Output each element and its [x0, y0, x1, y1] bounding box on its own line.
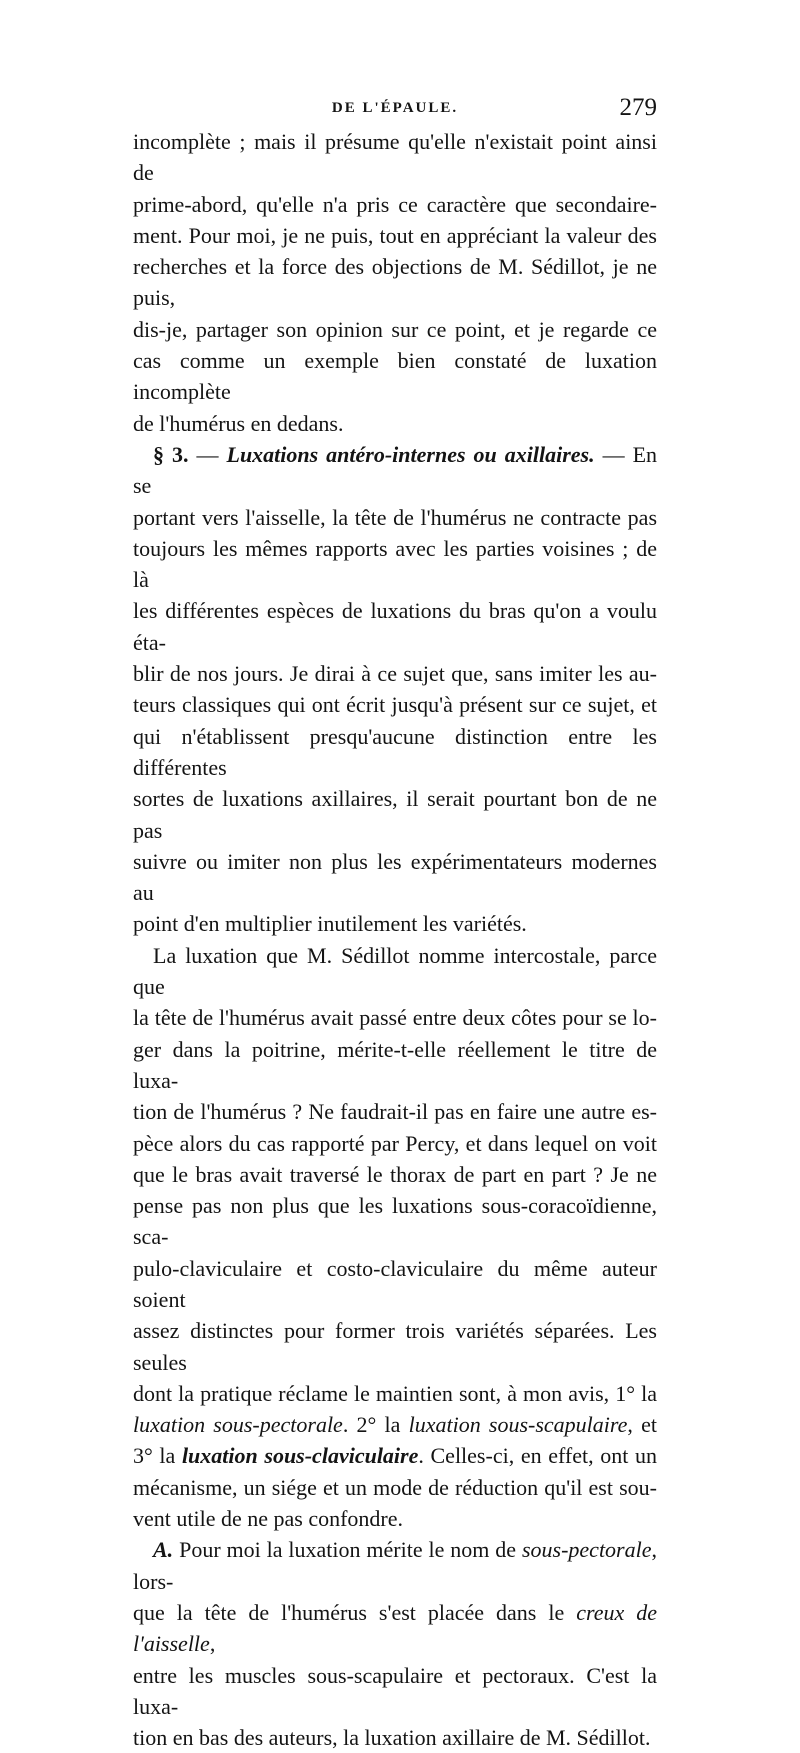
text-line: teurs classiques qui ont écrit jusqu'à présent sur ce sujet, et [133, 692, 657, 718]
text-line: les différentes espèces de luxations du bras qu'on a voulu éta- [133, 598, 657, 655]
text-line: ment. Pour moi, je ne puis, tout en appréciant la valeur des [133, 222, 657, 248]
section-number: § 3. [153, 441, 189, 467]
text-line: recherches et la force des objections de M. Sédillot, je ne puis, [133, 254, 657, 311]
text-line: dis-je, partager son opinion sur ce point, et je regarde ce [133, 316, 657, 342]
italic-term: creux de l'aisselle [133, 1599, 657, 1657]
section-heading-line [133, 439, 657, 502]
italic-term: luxation sous-scapulaire [408, 1412, 628, 1438]
page-number: 279 [619, 94, 657, 121]
text-line: la tête de l'humérus avait passé entre deux côtes pour se lo- [133, 1005, 657, 1031]
text-line: blir de nos jours. Je dirai à ce sujet que, sans imiter les au- [133, 661, 657, 687]
text-line: suivre ou imiter non plus les expérimentateurs modernes au [133, 848, 657, 906]
text-line: de l'humérus en dedans. [133, 410, 344, 436]
text-line: mécanisme, un siége et un mode de réduction qu'il est sou- [133, 1474, 657, 1500]
body-text [133, 126, 657, 1753]
text-fragment: , et [627, 1412, 657, 1438]
text-line: pèce alors du cas rapporté par Percy, et dans lequel on voit [133, 1130, 657, 1156]
text-line: prime-abord, qu'elle n'a pris ce caractère que secondaire- [133, 191, 657, 217]
text-fragment: , [209, 1631, 216, 1657]
text-line: point d'en multiplier inutilement les variétés. [133, 911, 527, 937]
text-fragment: En se [133, 441, 658, 499]
text-fragment: Pour moi la luxation mérite le nom de [173, 1537, 522, 1563]
section-3 [133, 439, 657, 940]
item-label: A. [153, 1537, 174, 1563]
text-fragment: , lors- [133, 1537, 657, 1594]
text-fragment: . 2° la [342, 1412, 409, 1438]
dash: — [602, 441, 625, 467]
text-line [133, 1597, 657, 1660]
text-line: sortes de luxations axillaires, il serait pourtant bon de ne pas [133, 786, 657, 843]
text-line: La luxation que M. Sédillot nomme intercostale, parce que [133, 942, 657, 1000]
dash: — [196, 441, 219, 467]
text-line: ger dans la poitrine, mérite-t-elle réellement le titre de luxa- [133, 1036, 657, 1093]
italic-term: sous-pectorale [521, 1537, 652, 1563]
text-line: qui n'établissent presqu'aucune distinction entre les différentes [133, 723, 657, 780]
text-fragment: que la tête de l'humérus s'est placée dans le [133, 1599, 577, 1625]
text-line: vent utile de ne pas confondre. [133, 1506, 404, 1532]
text-line: dont la pratique réclame le maintien sont, à mon avis, 1° la [133, 1380, 657, 1406]
running-head: DE L'ÉPAULE. [331, 100, 459, 116]
italic-term: luxation sous-pectorale [133, 1412, 343, 1438]
paragraph-a [133, 1534, 657, 1753]
text-line: tion de l'humérus ? Ne faudrait-il pas en faire une autre es- [133, 1099, 657, 1125]
italic-term: luxation sous-claviculaire [181, 1443, 419, 1469]
text-line: portant vers l'aisselle, la tête de l'humérus ne contracte pas [133, 504, 657, 530]
text-line: que le bras avait traversé le thorax de part en part ? Je ne [133, 1161, 657, 1187]
text-fragment: . Celles-ci, en effet, ont un [418, 1443, 657, 1469]
text-line [133, 1534, 657, 1597]
text-line: assez distinctes pour former trois variétés séparées. Les seules [133, 1318, 657, 1375]
text-line: incomplète ; mais il présume qu'elle n'existait point ainsi de [133, 129, 657, 186]
text-line: toujours les mêmes rapports avec les parties voisines ; de là [133, 535, 657, 593]
text-fragment: 3° la [133, 1443, 182, 1469]
text-line: entre les muscles sous-scapulaire et pectoraux. C'est la luxa- [133, 1662, 657, 1719]
text-line [133, 1409, 657, 1440]
paragraph-1 [133, 126, 657, 439]
text-line: tion en bas des auteurs, la luxation axillaire de M. Sédillot. [133, 1725, 651, 1751]
text-line: pulo-claviculaire et costo-claviculaire du même auteur soient [133, 1255, 657, 1312]
paragraph-3 [133, 940, 657, 1535]
text-line [133, 1440, 657, 1471]
text-line: pense pas non plus que les luxations sous-coracoïdienne, sca- [133, 1193, 657, 1250]
text-line: cas comme un exemple bien constaté de luxation incomplète [133, 348, 657, 405]
section-title: Luxations antéro-internes ou axillaires. [226, 441, 595, 467]
